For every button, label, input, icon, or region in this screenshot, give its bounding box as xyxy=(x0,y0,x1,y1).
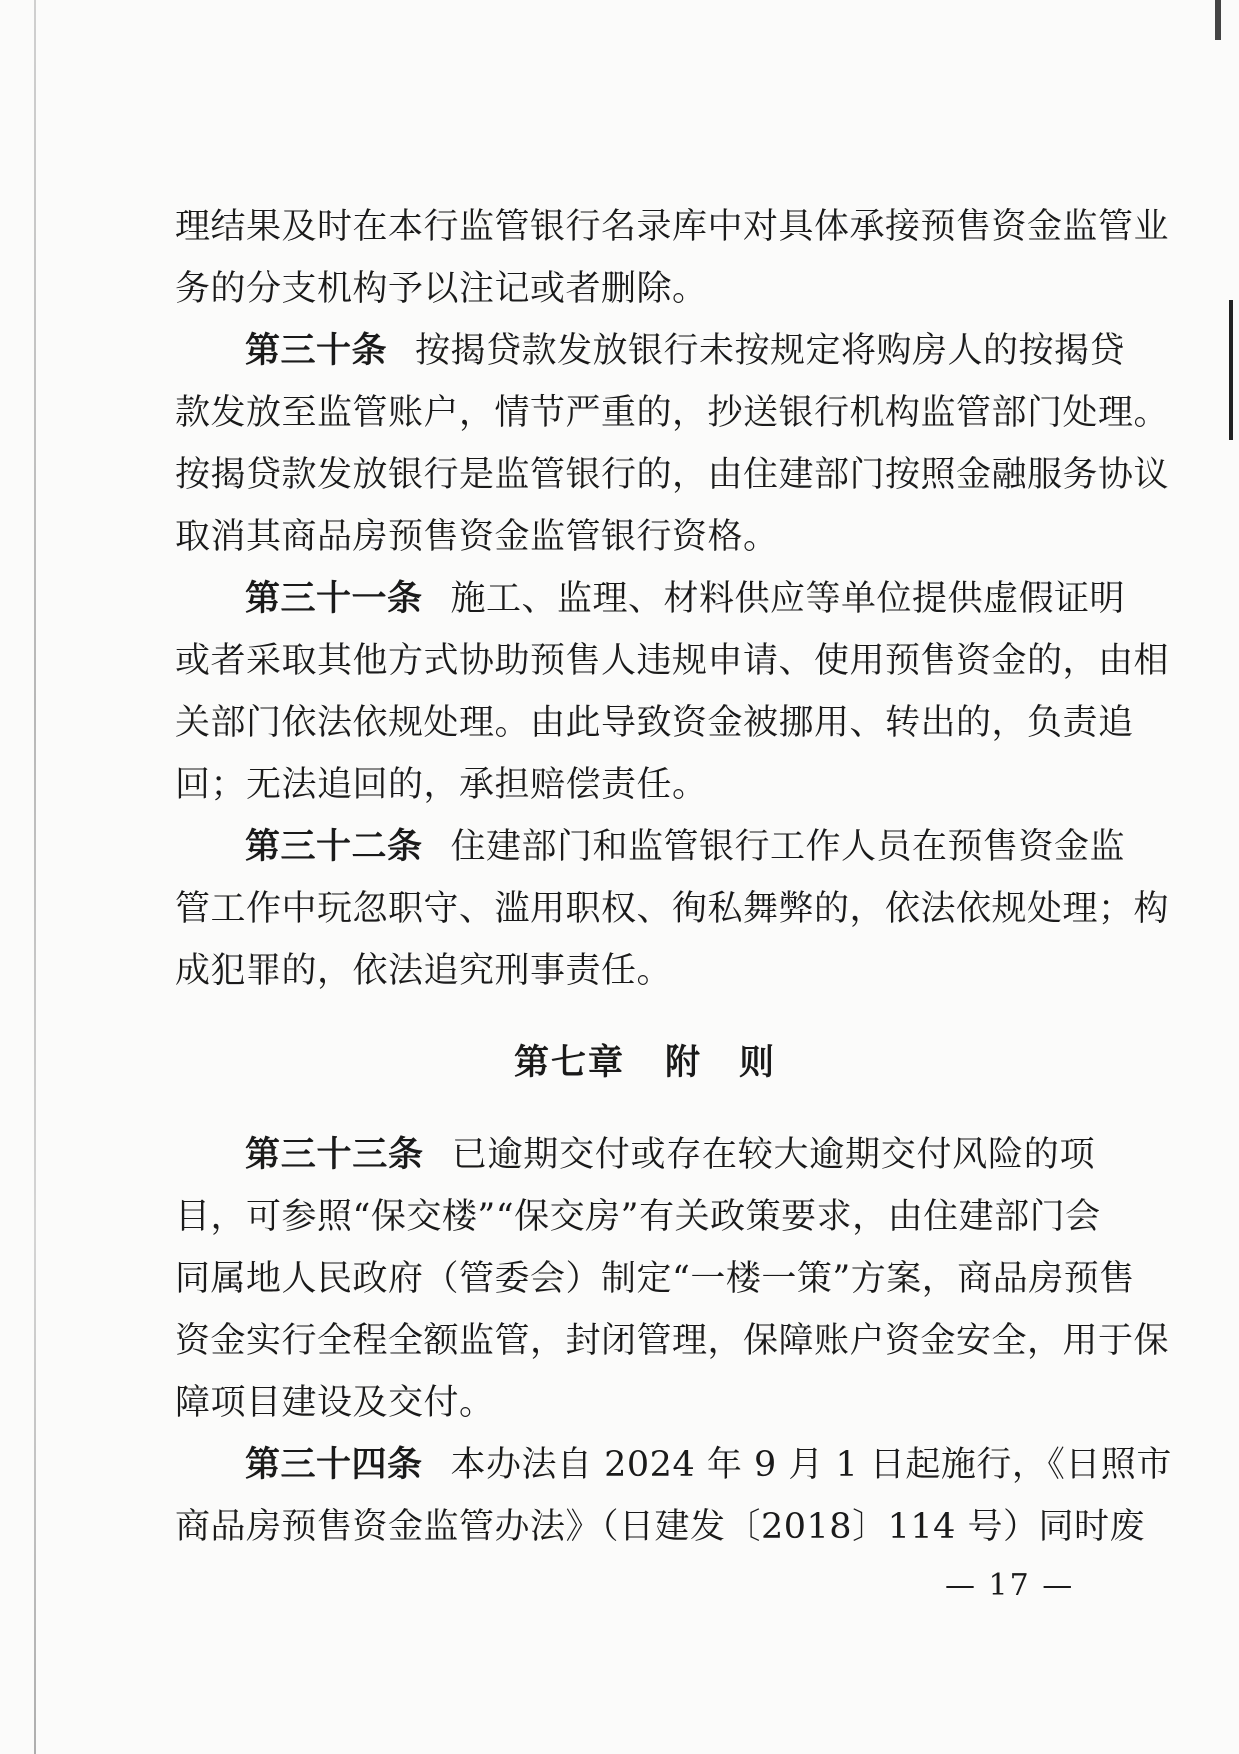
text-line xyxy=(175,1434,1172,1496)
text-line: 管工作中玩忽职守、滥用职权、徇私舞弊的，依法依规处理；构 xyxy=(175,889,1170,929)
text-line xyxy=(175,816,1126,878)
text-line: 资金实行全程全额监管，封闭管理，保障账户资金安全，用于保 xyxy=(175,1321,1170,1361)
article-33 xyxy=(175,1124,1170,1434)
article-31 xyxy=(175,568,1170,816)
text-line: 取消其商品房预售资金监管银行资格。 xyxy=(175,517,779,557)
article-text: 已逾期交付或存在较大逾期交付风险的项 xyxy=(451,1135,1095,1175)
text-line: 目，可参照“保交楼”“保交房”有关政策要求，由住建部门会 xyxy=(175,1197,1101,1237)
text-line: 理结果及时在本行监管银行名录库中对具体承接预售资金监管业 xyxy=(175,207,1170,247)
chapter-number: 第七章 xyxy=(513,1043,625,1083)
page-number: — 17 — xyxy=(945,1568,1075,1603)
article-heading: 第三十三条 xyxy=(245,1135,424,1175)
text-line xyxy=(175,1124,1095,1186)
text-line: 成犯罪的，依法追究刑事责任。 xyxy=(175,951,673,991)
article-heading: 第三十条 xyxy=(245,331,388,371)
article-heading: 第三十一条 xyxy=(245,579,423,619)
article-heading: 第三十四条 xyxy=(245,1445,423,1485)
scan-edge-mark xyxy=(1229,300,1233,440)
text-line: 款发放至监管账户，情节严重的，抄送银行机构监管部门处理。 xyxy=(175,393,1170,433)
chapter-title: 附 则 xyxy=(665,1043,777,1083)
text-line: 商品房预售资金监管办法》（日建发〔2018〕114 号）同时废 xyxy=(175,1507,1146,1547)
article-heading: 第三十二条 xyxy=(245,827,423,867)
text-line: 按揭贷款发放银行是监管银行的，由住建部门按照金融服务协议 xyxy=(175,455,1170,495)
article-text: 按揭贷款发放银行未按规定将购房人的按揭贷 xyxy=(415,331,1126,371)
text-line xyxy=(175,320,1126,382)
article-text: 本办法自 2024 年 9 月 1 日起施行，《日照市 xyxy=(450,1445,1172,1485)
text-line: 同属地人民政府（管委会）制定“一楼一策”方案，商品房预售 xyxy=(175,1259,1135,1299)
text-line: 障项目建设及交付。 xyxy=(175,1383,495,1423)
scan-binding-line xyxy=(34,0,36,1754)
article-30 xyxy=(175,320,1170,568)
text-line: 关部门依法依规处理。由此导致资金被挪用、转出的，负责追 xyxy=(175,703,1134,743)
article-text: 住建部门和监管银行工作人员在预售资金监 xyxy=(450,827,1126,867)
document-body xyxy=(175,196,1172,1558)
text-line xyxy=(175,568,1126,630)
chapter-heading xyxy=(175,1032,1095,1094)
text-line: 务的分支机构予以注记或者删除。 xyxy=(175,269,708,309)
text-line: 或者采取其他方式协助预售人违规申请、使用预售资金的，由相 xyxy=(175,641,1170,681)
article-text: 施工、监理、材料供应等单位提供虚假证明 xyxy=(450,579,1126,619)
text-line: 回；无法追回的，承担赔偿责任。 xyxy=(175,765,708,805)
article-32 xyxy=(175,816,1170,1002)
article-34 xyxy=(175,1434,1172,1558)
scan-edge-mark xyxy=(1215,0,1221,40)
paragraph-continuation xyxy=(175,196,1170,320)
